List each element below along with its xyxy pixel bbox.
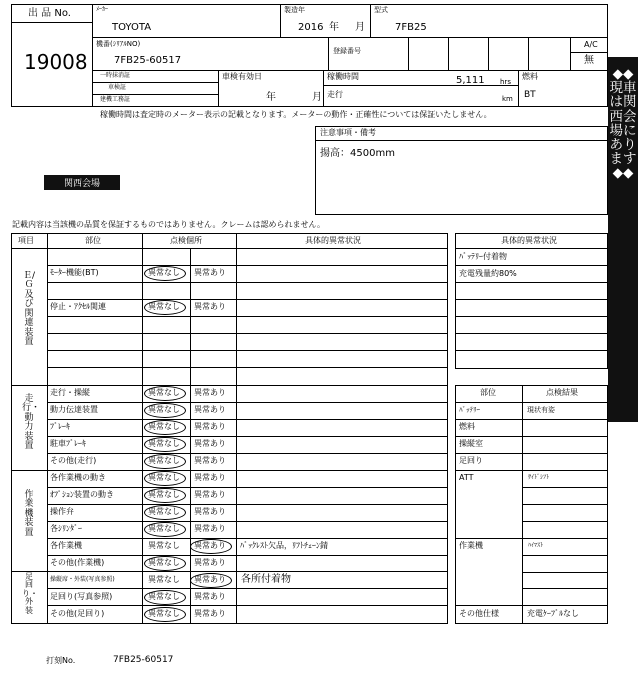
status-ng: 異常あり — [194, 558, 226, 567]
result-work-item: ﾊｲﾏｽﾄ — [528, 542, 544, 549]
inspection-label: 車検有効日 — [222, 72, 262, 81]
group-label-work: 作業機装置 — [24, 490, 34, 538]
status-ok: 異常なし — [148, 302, 180, 311]
result-battery-value: 現状有姿 — [527, 406, 555, 414]
status-ok: 異常なし — [148, 541, 180, 550]
status-ng: 異常あり — [194, 456, 226, 465]
status-ok-mark — [144, 420, 186, 435]
result-col-part: 部位 — [480, 388, 496, 397]
table-row-part: ﾓｰﾀｰ機能(BT) — [50, 268, 99, 277]
col-inspection: 点検個所 — [170, 236, 202, 245]
result-att-label: ATT — [459, 473, 474, 482]
stamp-value: 7FB25-60517 — [113, 655, 174, 665]
vehicle-cert-label: 車検証 — [108, 84, 127, 91]
status-ok: 異常なし — [148, 388, 180, 397]
col-item: 項目 — [18, 236, 34, 245]
status-ng: 異常あり — [194, 405, 226, 414]
status-ng: 異常あり — [194, 507, 226, 516]
status-ng: 異常あり — [194, 541, 226, 550]
status-ng: 異常あり — [194, 490, 226, 499]
group-label-engine: Ｅ/Ｇ及び関連装置 — [22, 271, 36, 348]
col-detail: 具体的異常状況 — [305, 236, 361, 245]
status-ok: 異常なし — [148, 439, 180, 448]
status-ok-mark — [144, 437, 186, 452]
status-ok: 異常なし — [148, 609, 180, 618]
table-row-part: その他(走行) — [50, 456, 97, 465]
side-banner-text: ◆◆ 現車は関西会場にあります ◆◆ — [609, 66, 637, 182]
hours-unit: hrs — [500, 78, 511, 86]
result-fuel-label: 燃料 — [459, 422, 475, 431]
status-ok-mark — [144, 505, 186, 520]
exhibit-no-label: 出 品 No. — [28, 8, 71, 19]
status-ok-mark — [144, 454, 186, 469]
run-unit: km — [502, 95, 513, 103]
table-row-part: 操縦席・外装(写真参照) — [50, 576, 115, 583]
disclaimer: 記載内容は当該機の品質を保証するものではありません。クレームは認められません。 — [12, 220, 325, 229]
status-ok-mark — [144, 471, 186, 486]
status-ng: 異常あり — [194, 268, 226, 277]
hours-label: 稼働時間 — [327, 72, 359, 81]
status-ok: 異常なし — [148, 422, 180, 431]
status-ok: 異常なし — [148, 490, 180, 499]
status-ok: 異常なし — [148, 268, 180, 277]
status-ng: 異常あり — [194, 592, 226, 601]
result-other-value: 充電ｹｰﾌﾞﾙなし — [527, 609, 579, 618]
ac-value: 無 — [584, 55, 594, 66]
table-row-detail: 各所付着物 — [241, 574, 291, 585]
result-cabin-label: 操縦室 — [459, 439, 483, 448]
stamp-label: 打刻No. — [46, 656, 76, 665]
ac-label: A/C — [584, 40, 598, 49]
table-row-part: その他(足回り) — [50, 609, 105, 618]
maker-value: TOYOTA — [112, 22, 152, 33]
right-detail-header: 具体的異常状況 — [501, 236, 557, 245]
status-ok-mark — [144, 590, 186, 605]
result-other-label: その他仕様 — [459, 609, 499, 618]
group-label-drive: 走行・動力装置 — [22, 394, 41, 452]
table-row-part: 操作弁 — [50, 507, 74, 516]
result-col-result: 点検結果 — [546, 388, 578, 397]
year-value: 2016 — [298, 22, 324, 33]
table-row-part: 動力伝達装置 — [50, 405, 98, 414]
status-ok-mark — [144, 522, 186, 537]
table-row-part: 走行・操縦 — [50, 388, 90, 397]
right-detail-line: ﾊﾞｯﾃﾘｰ付着物 — [459, 252, 507, 261]
status-ng: 異常あり — [194, 422, 226, 431]
fuel-value: BT — [524, 90, 536, 100]
table-row-part: 各ｼﾘﾝﾀﾞｰ — [50, 524, 82, 533]
status-ok-mark — [144, 607, 186, 622]
model-label: 型式 — [374, 6, 388, 14]
status-ok-mark — [144, 488, 186, 503]
temp-cert-label: 一時抹消証 — [100, 72, 131, 79]
result-battery-label: ﾊﾞｯﾃﾘｰ — [459, 406, 480, 414]
fuel-label: 燃料 — [522, 72, 538, 81]
inspection-month-unit: 月 — [312, 92, 322, 103]
status-ok-mark — [144, 403, 186, 418]
status-ok-mark — [144, 300, 186, 315]
table-row-part: 停止・ｱｸｾﾙ関連 — [50, 302, 106, 311]
result-work-label: 作業機 — [459, 541, 483, 550]
status-ng: 異常あり — [194, 473, 226, 482]
month-unit: 月 — [355, 22, 365, 33]
table-row-part: その他(作業機) — [50, 558, 105, 567]
inspection-year-unit: 年 — [266, 92, 276, 103]
status-ok: 異常なし — [148, 524, 180, 533]
model-value: 7FB25 — [395, 22, 427, 33]
reg-label: 登録番号 — [333, 47, 361, 55]
status-ok: 異常なし — [148, 405, 180, 414]
table-row-part: 足回り(写真参照) — [50, 592, 113, 601]
status-ok: 異常なし — [148, 558, 180, 567]
hours-notice: 稼働時間は査定時のメーター表示の記載となります。メーターの動作・正確性については保証いたしません。 — [100, 110, 492, 119]
table-row-part: 各作業機 — [50, 541, 82, 550]
table-row-part: ｵﾌﾟｼｮﾝ装置の動き — [50, 490, 114, 499]
serial-value: 7FB25-60517 — [114, 55, 182, 66]
status-ng: 異常あり — [194, 575, 226, 584]
status-ng-mark — [190, 539, 232, 554]
status-ng: 異常あり — [194, 388, 226, 397]
table-row-part: 駐車ﾌﾞﾚｰｷ — [50, 439, 86, 448]
status-ok: 異常なし — [148, 473, 180, 482]
result-feet-label: 足回り — [459, 456, 483, 465]
group-label-undercarriage: 足回り・外装 — [22, 572, 38, 615]
col-part: 部位 — [85, 236, 101, 245]
status-ng: 異常あり — [194, 439, 226, 448]
table-row-part: ﾌﾞﾚｰｷ — [50, 422, 70, 431]
special-cert-label: 建機工務証 — [100, 96, 131, 103]
year-unit: 年 — [329, 22, 339, 33]
status-ng-mark — [190, 573, 232, 588]
status-ok-mark — [144, 386, 186, 401]
notes-value: 揚高：4500mm — [320, 148, 395, 159]
right-detail-line: 充電残量約80% — [459, 269, 517, 278]
status-ok: 異常なし — [148, 592, 180, 601]
venue-badge: 関西会場 — [44, 175, 120, 190]
serial-label: 機番(ｼﾘｱﾙNO) — [96, 40, 141, 48]
hours-value: 5,111 — [456, 75, 485, 86]
status-ok-mark — [144, 556, 186, 571]
status-ok: 異常なし — [148, 575, 180, 584]
side-banner — [608, 57, 638, 422]
status-ng: 異常あり — [194, 524, 226, 533]
status-ok: 異常なし — [148, 456, 180, 465]
table-row-part: 各作業機の動き — [50, 473, 106, 482]
status-ng: 異常あり — [194, 302, 226, 311]
exhibit-no: 19008 — [24, 50, 88, 74]
table-row-detail: ﾊﾞｯｸﾚｽﾄ欠品，ﾘﾌﾄﾁｪｰﾝ錆 — [240, 541, 328, 550]
status-ng: 異常あり — [194, 609, 226, 618]
result-att-item: ｻｲﾄﾞｼﾌﾄ — [528, 474, 550, 481]
maker-label: ﾒｰｶｰ — [96, 6, 109, 13]
status-ok: 異常なし — [148, 507, 180, 516]
notes-label: 注意事項・備考 — [320, 128, 376, 137]
run-label: 走行 — [327, 90, 343, 99]
status-ok-mark — [144, 266, 186, 281]
year-label: 製造年 — [284, 6, 305, 14]
